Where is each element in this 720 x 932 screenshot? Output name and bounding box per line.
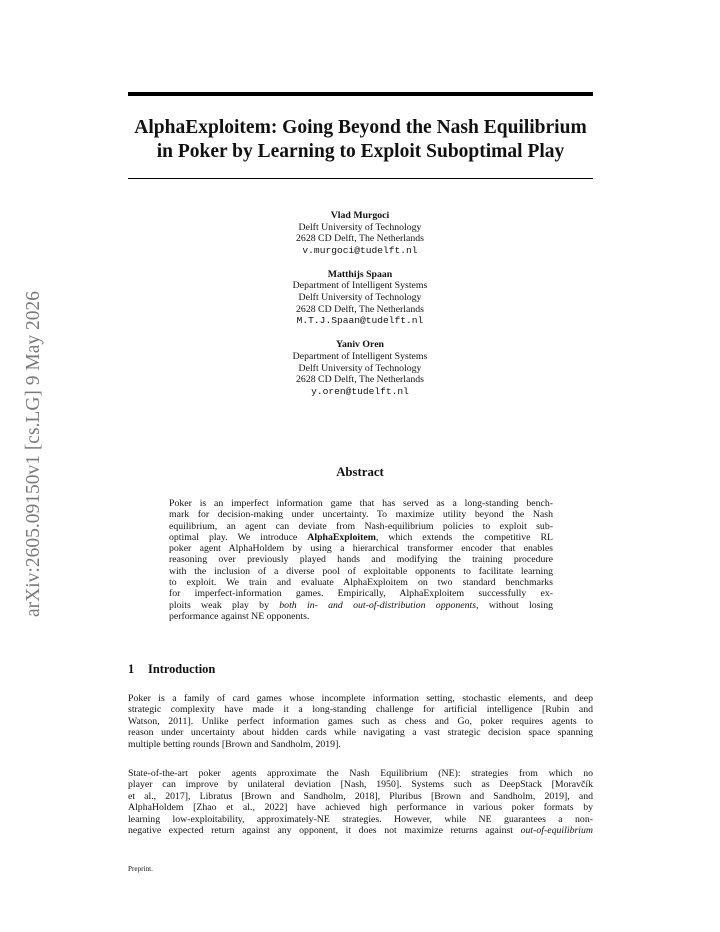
text-line: et al., 2017], Libratus [Brown and Sandholm, 2018], Pluribus [Brown and Sandholm, 2019], and	[128, 790, 593, 802]
text-line: mark for decision-making under uncertainty. To maximize utility beyond the Nash	[169, 509, 553, 521]
text-line: for imperfect-information games. Empirically, AlphaExploitem successfully ex-	[169, 588, 553, 600]
text-line: strategic complexity have made it a long-standing challenge for artificial intelligence [Rubin and	[128, 704, 593, 716]
author-affiliation-line: 2628 CD Delft, The Netherlands	[296, 303, 424, 315]
text-line: reasoning over previously played hands and modifying the training procedure	[169, 554, 553, 566]
text-line: multiple betting rounds [Brown and Sandholm, 2019].	[128, 738, 341, 750]
text-line: player can improve by unilateral deviation [Nash, 1950]. Systems such as DeepStack [Moravčík	[128, 779, 593, 791]
section-number: 1	[128, 662, 135, 676]
text-line: with the inclusion of a diverse pool of exploitable opponents to facilitate learning	[169, 565, 553, 577]
paper-title	[118, 116, 603, 164]
text-line: to exploit. We train and evaluate AlphaExploitem on two standard benchmarks	[169, 577, 553, 589]
author-affiliation-line: Delft University of Technology	[298, 362, 422, 374]
author-email: M.T.J.Spaan@tudelft.nl	[296, 315, 424, 327]
author-affiliation-line: Delft University of Technology	[298, 292, 422, 304]
text-line: poker agent AlphaHoldem by using a hierarchical transformer encoder that enables	[169, 543, 553, 555]
italic-text: both in- and out-of-distribution opponents	[279, 599, 477, 611]
author-affiliation-line: Delft University of Technology	[298, 221, 422, 233]
author-name: Vlad Murgoci	[330, 210, 390, 221]
author-entry	[210, 210, 510, 256]
author-affiliation-line: Department of Intelligent Systems	[292, 350, 428, 362]
author-email: v.murgoci@tudelft.nl	[302, 244, 418, 256]
section-heading	[128, 662, 215, 677]
abstract-heading: Abstract	[336, 465, 384, 479]
title-line: in Poker by Learning to Exploit Suboptimal Play	[156, 141, 565, 162]
abstract-body	[169, 498, 553, 622]
text-line: negative expected return against any opponent, it does not maximize returns against out-of-equilibrium	[128, 825, 593, 837]
author-entry	[210, 339, 510, 397]
text-line: State-of-the-art poker agents approximate the Nash Equilibrium (NE): strategies from which no	[128, 768, 593, 779]
title-top-rule	[128, 92, 593, 96]
author-affiliation-line: 2628 CD Delft, The Netherlands	[296, 374, 424, 386]
text-line: reason under uncertainty about hidden cards while navigating a vast strategic decision space spanning	[128, 727, 593, 739]
author-name: Matthijs Spaan	[327, 268, 393, 280]
text-line: Poker is an imperfect information game that has served as a long-standing bench-	[169, 498, 553, 509]
author-block	[210, 210, 510, 410]
text-line: performance against NE opponents.	[169, 610, 310, 622]
arxiv-identifier-stamp: arXiv:2605.09150v1 [cs.LG] 9 May 2026	[23, 290, 44, 618]
author-affiliation-line: Department of Intelligent Systems	[292, 280, 428, 292]
text-line: optimal play. We introduce AlphaExploitem, which extends the competitive RL	[169, 531, 553, 543]
text-line: ploits weak play by both in- and out-of-distribution opponents, without losing	[169, 599, 553, 611]
title-bottom-rule	[128, 178, 593, 179]
intro-paragraph-2	[128, 768, 593, 836]
title-line: AlphaExploitem: Going Beyond the Nash Equilibrium	[134, 117, 587, 138]
section-title: Introduction	[148, 662, 216, 676]
bold-text: AlphaExploitem	[307, 531, 376, 543]
author-name: Yaniv Oren	[336, 339, 384, 351]
text-line: Poker is a family of card games whose incomplete information setting, stochastic elements, and deep	[128, 693, 593, 704]
text-line: learning low-exploitability, approximately-NE strategies. However, while NE guarantees a non-	[128, 813, 593, 825]
author-entry	[210, 269, 510, 327]
italic-text: out-of-equilibrium	[520, 825, 593, 837]
text-line: AlphaHoldem [Zhao et al., 2022] have achieved high performance in various poker formats by	[128, 802, 593, 814]
text-line: Watson, 2011]. Unlike perfect information games such as chess and Go, poker requires agents to	[128, 715, 593, 727]
author-affiliation-line: 2628 CD Delft, The Netherlands	[296, 233, 424, 245]
preprint-footer: Preprint.	[128, 865, 153, 873]
intro-paragraph-1	[128, 693, 593, 750]
text-line: equilibrium, an agent can deviate from Nash-equilibrium policies to exploit sub-	[169, 520, 553, 532]
author-email: y.oren@tudelft.nl	[311, 385, 409, 397]
